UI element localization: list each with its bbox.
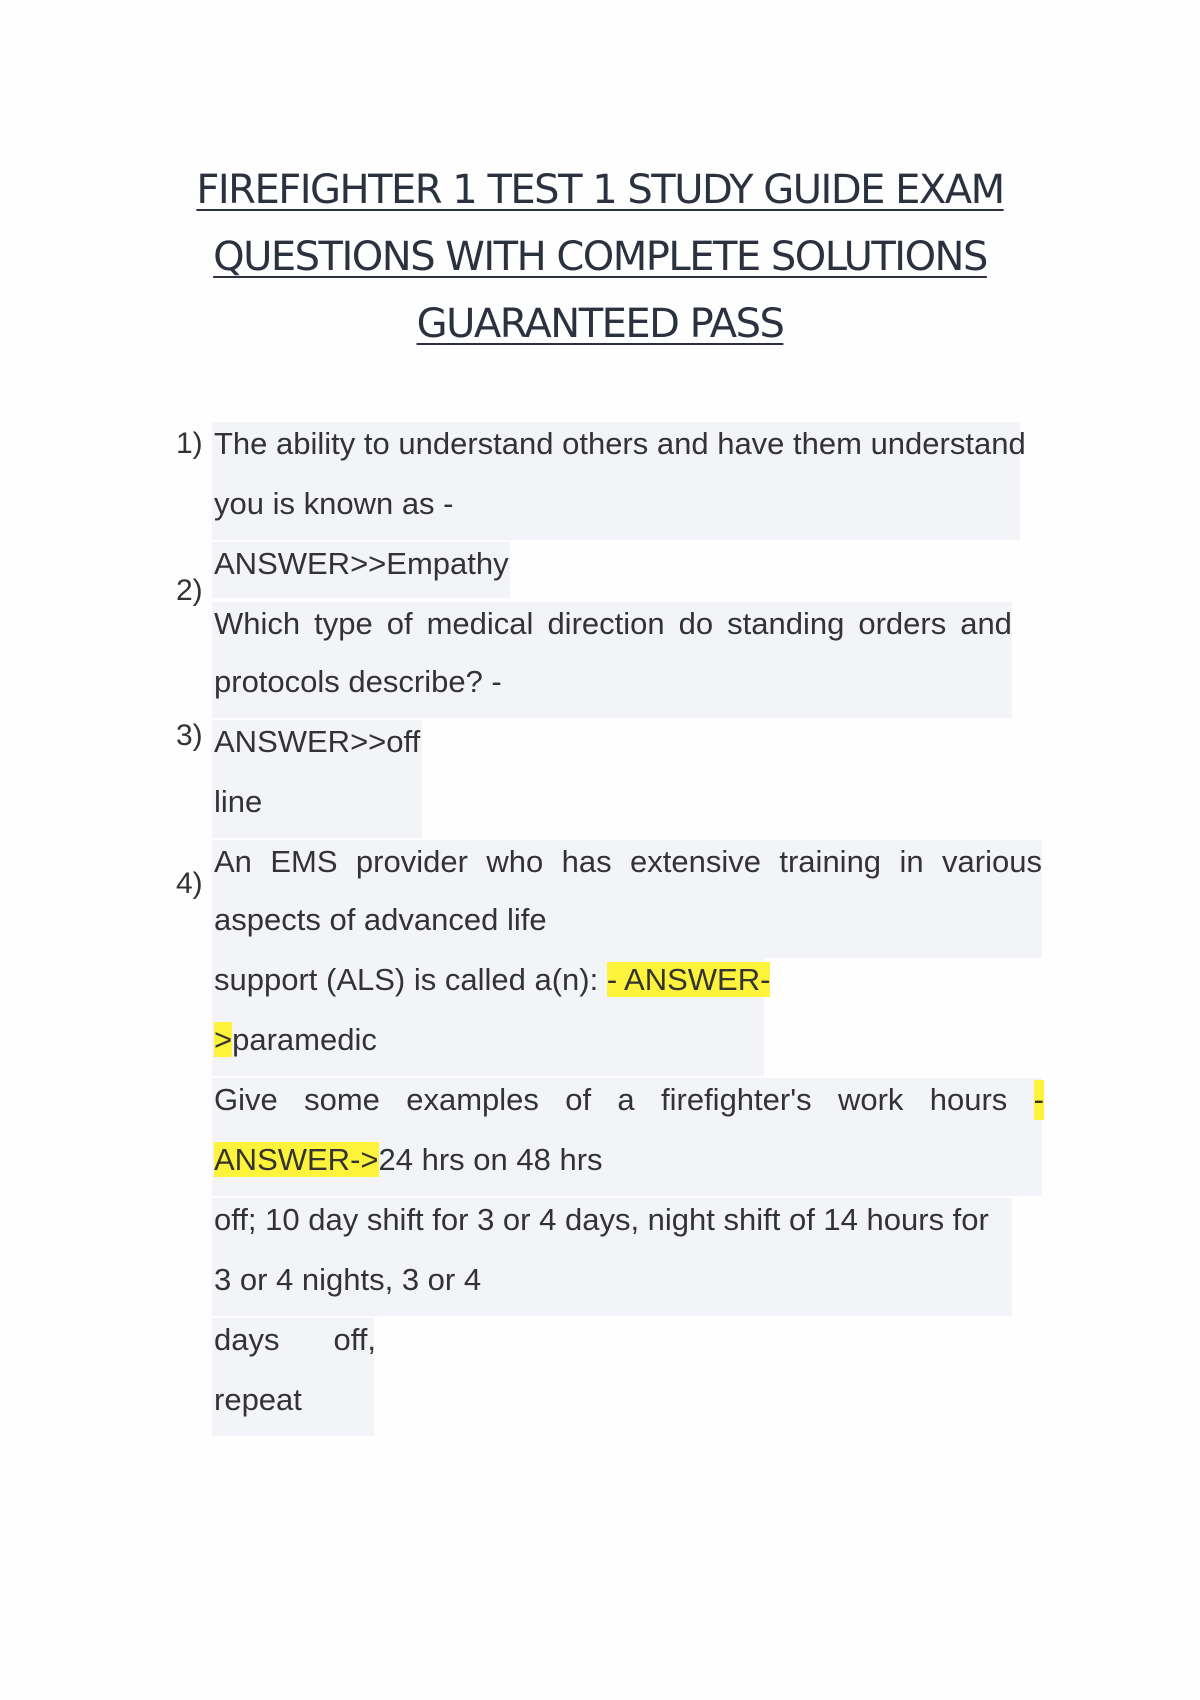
q1-answer: ANSWER>>Empathy — [214, 546, 509, 581]
q3-text-line-2: aspects of advanced life — [214, 902, 547, 937]
q4-text-line-3: off; 10 day shift for 3 or 4 days, night shift of 14 hours for — [214, 1202, 989, 1237]
q4-text-line-4: 3 or 4 nights, 3 or 4 — [214, 1262, 482, 1297]
q2-text-line-2: protocols describe? - — [214, 664, 502, 699]
q2-answer-line-2: line — [214, 784, 263, 819]
q3-text-line-3: support (ALS) is called a(n): - ANSWER- — [214, 962, 771, 997]
question-number-4: 4) — [176, 867, 203, 900]
question-number-1: 1) — [176, 427, 203, 460]
title-line-3: GUARANTEED PASS — [416, 301, 784, 347]
q1-text-line-2: you is known as - — [214, 486, 454, 521]
q4-text-line-5: days off, — [214, 1322, 376, 1357]
title-line-1: FIREFIGHTER 1 TEST 1 STUDY GUIDE EXAM — [196, 167, 1004, 213]
q3-text-line-1: An EMS provider who has extensive training in various — [214, 844, 1042, 879]
answer-highlight: ANSWER-> — [214, 1142, 379, 1177]
answer-highlight: > — [214, 1022, 233, 1057]
question-number-3: 3) — [176, 719, 203, 752]
q4-text-line-1: Give some examples of a firefighter's work hours - — [214, 1080, 1044, 1120]
answer-highlight: - — [1034, 1080, 1044, 1120]
q4-text-line-6: repeat — [214, 1382, 302, 1417]
q2-answer-line-1: ANSWER>>off — [214, 724, 421, 759]
question-number-2: 2) — [176, 574, 203, 607]
answer-highlight: - ANSWER- — [606, 962, 771, 997]
q2-text-line-1: Which type of medical direction do standing orders and — [214, 606, 1012, 641]
q4-answer-line: ANSWER->24 hrs on 48 hrs — [214, 1142, 603, 1177]
q3-answer: >paramedic — [214, 1022, 377, 1057]
q1-text-line-1: The ability to understand others and have them understand — [214, 426, 1026, 461]
title-line-2: QUESTIONS WITH COMPLETE SOLUTIONS — [213, 234, 987, 280]
